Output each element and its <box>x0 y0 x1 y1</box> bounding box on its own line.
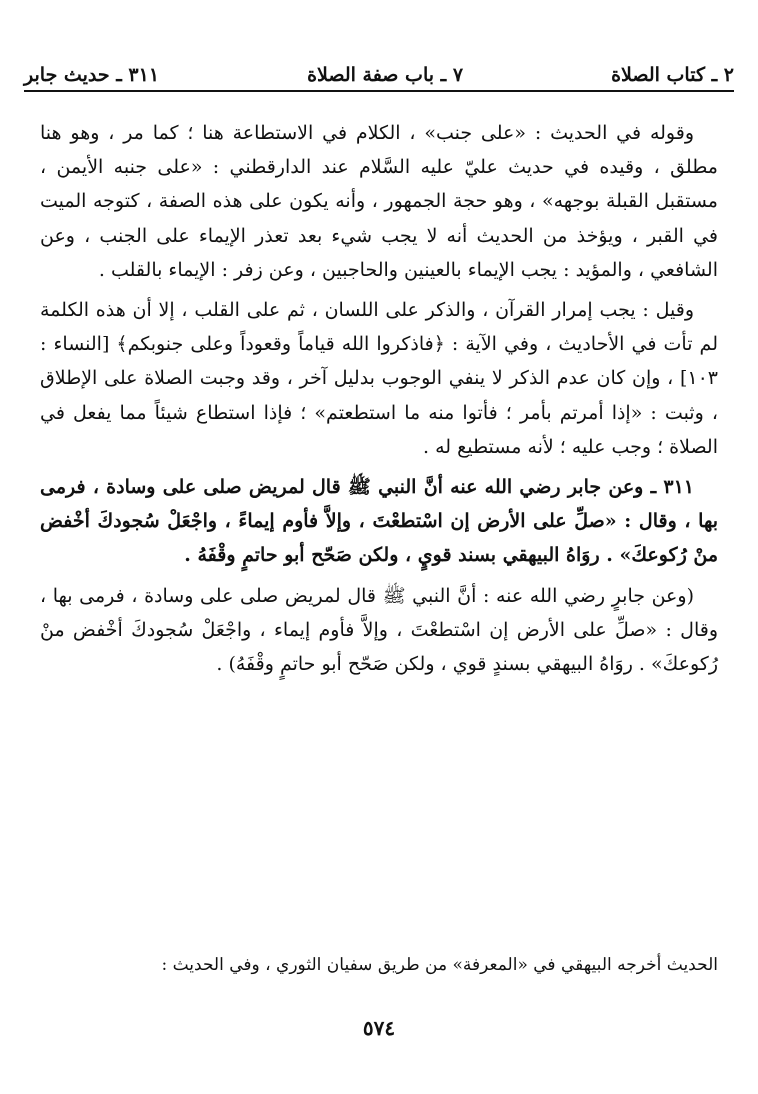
running-header <box>24 40 734 92</box>
hadith-commentary: (وعن جابرٍ رضي الله عنه : أنَّ النبي ﷺ قال لمريض صلى على وسادة ، فرمى بها ، وقال : «صلِّ على الأرض إن اسْتطعْتَ ، وإلاَّ فأوم إيماء ، واجْعَلْ سُجودكَ أخْفض منْ رُكوعكَ» . روَاهُ البيهقي بسندٍ قوي ، ولكن صَحّح أبو حاتمٍ وقْفَهُ) . <box>40 584 718 676</box>
header-book-title: ٢ ـ كتاب الصلاة <box>611 64 734 86</box>
commentary-paragraph-2: وقيل : يجب إمرار القرآن ، والذكر على اللسان ، ثم على القلب ، إلا أن هذه الكلمة لم تأت في الأحاديث ، وفي الآية : ﴿فاذكروا الله قياماً وقعوداً وعلى جنوبكم﴾ [النساء : ١٠٣] ، وإن كان عدم الذكر لا ينفي الوجوب بدليل آخر ، وقد وجبت الصلاة على الإطلاق ، وثبت : «إذا أمرتم بأمر ؛ فأتوا منه ما استطعتم» ؛ فإذا استطاع شيئاً مما يفعل في الصلاة ؛ وجب عليه ؛ لأنه مستطيع له . <box>40 299 718 458</box>
page-number: ٥٧٤ <box>362 1016 396 1040</box>
header-chapter-title: ٧ ـ باب صفة الصلاة <box>307 64 464 86</box>
hadith-text: ٣١١ ـ وعن جابر رضي الله عنه أنَّ النبي ﷺ قال لمريض صلى على وسادة ، فرمى بها ، وقال : «صلِّ على الأرض إن اسْتطعْتَ ، وإلاَّ فأوم إيماءً ، واجْعَلْ سُجودكَ أخْفض منْ رُكوعكَ» . روَاهُ البيهقي بسند قويٍ ، ولكن صَحّح أبو حاتمٍ وقْفَهُ . <box>40 476 718 567</box>
header-hadith-title: ٣١١ ـ حديث جابر <box>24 64 160 86</box>
footnote: الحديث أخرجه البيهقي في «المعرفة» من طريق سفيان الثوري ، وفي الحديث : <box>161 955 718 975</box>
page-body <box>40 116 718 681</box>
commentary-paragraph-1: وقوله في الحديث : «على جنب» ، الكلام في الاستطاعة هنا ؛ كما مر ، وهو هنا مطلق ، وقيده في حديث عليّ عليه السَّلام عند الدارقطني : «على جنبه الأيمن ، مستقبل القبلة بوجهه» ، وهو حجة الجمهور ، وأنه يكون على هذه الصفة ، كتوجه الميت في القبر ، ويؤخذ من الحديث أنه لا يجب شيء بعد تعذر الإيماء على الجنب ، وعن الشافعي ، والمؤيد : يجب الإيماء بالعينين والحاجبين ، وعن زفر : الإيماء بالقلب . <box>40 122 718 281</box>
